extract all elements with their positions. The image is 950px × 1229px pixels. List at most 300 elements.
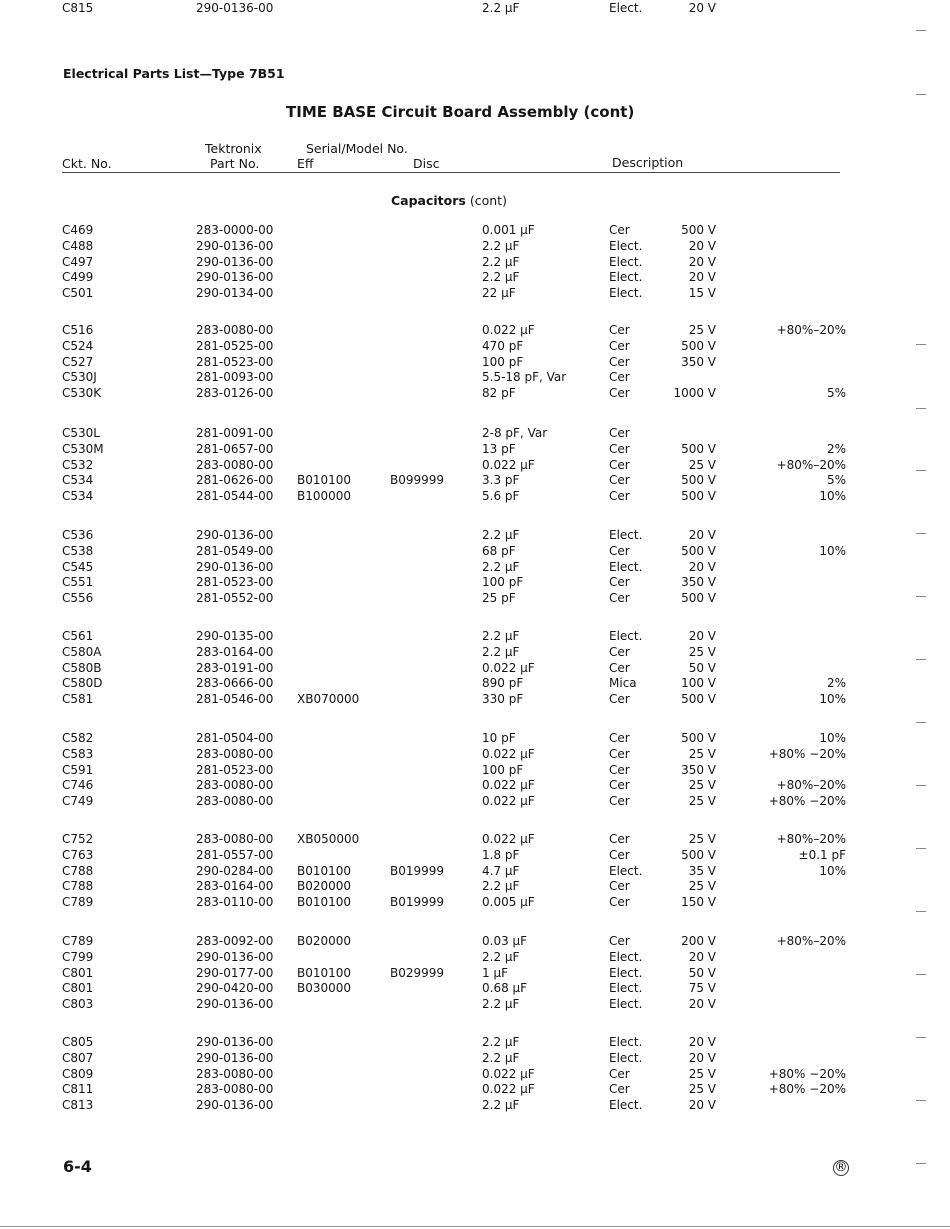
- capacitor-type: Cer: [609, 457, 630, 472]
- ckt-number: C811: [62, 1082, 94, 1097]
- table-row: [0, 660, 950, 676]
- ckt-number: C583: [62, 746, 94, 761]
- table-row: [0, 385, 950, 401]
- table-row: [0, 1066, 950, 1082]
- margin-tick: [916, 408, 926, 409]
- table-row: [0, 222, 950, 238]
- margin-tick: [916, 30, 926, 31]
- voltage-rating: 75 V: [688, 981, 716, 996]
- ckt-number: C545: [62, 559, 94, 574]
- ckt-number: C788: [62, 879, 94, 894]
- margin-tick: [916, 94, 926, 95]
- capacitor-type: Cer: [609, 794, 630, 809]
- ckt-number: C497: [62, 254, 94, 269]
- voltage-rating: 20 V: [688, 559, 716, 574]
- part-number: 281-0093-00: [196, 370, 274, 385]
- serial-disc: B099999: [390, 473, 445, 488]
- part-number: 290-0136-00: [196, 254, 274, 269]
- ckt-number: C591: [62, 762, 94, 777]
- tolerance: +80% −20%: [768, 1066, 846, 1081]
- table-row: [0, 488, 950, 504]
- ckt-number: C538: [62, 543, 94, 558]
- serial-disc: B019999: [390, 895, 445, 910]
- capacitor-type: Cer: [609, 895, 630, 910]
- ckt-number: C530K: [62, 386, 102, 401]
- capacitor-type: Cer: [609, 543, 630, 558]
- capacitor-type: Cer: [609, 591, 630, 606]
- tolerance: 2%: [826, 441, 846, 456]
- margin-tick: [916, 659, 926, 660]
- capacitance-value: 2.2 μF: [482, 644, 520, 659]
- voltage-rating: 20 V: [688, 254, 716, 269]
- tolerance: +80%–20%: [776, 934, 846, 948]
- ckt-number: C501: [62, 286, 94, 301]
- capacitor-type: Cer: [609, 426, 630, 440]
- margin-tick: [916, 1037, 926, 1038]
- capacitance-value: 0.022 μF: [482, 1082, 535, 1097]
- voltage-rating: 50 V: [688, 965, 716, 980]
- ckt-number: C536: [62, 528, 94, 542]
- margin-tick: [916, 533, 926, 534]
- capacitor-type: Elect.: [609, 629, 643, 643]
- voltage-rating: 500 V: [681, 338, 716, 353]
- capacitor-type: Cer: [609, 489, 630, 504]
- col-description-header: Description: [612, 155, 684, 170]
- part-number: 290-0136-00: [196, 270, 274, 285]
- voltage-rating: 20 V: [688, 629, 716, 643]
- ckt-number: C803: [62, 997, 94, 1012]
- table-row: [0, 980, 950, 996]
- registered-mark: ®: [834, 1160, 848, 1175]
- ckt-number: C532: [62, 457, 94, 472]
- tolerance: +80% −20%: [768, 746, 846, 761]
- voltage-rating: 25 V: [688, 457, 716, 472]
- voltage-rating: 20 V: [688, 1, 716, 15]
- capacitance-value: 0.022 μF: [482, 1066, 535, 1081]
- ckt-number: C580D: [62, 676, 103, 691]
- ckt-number: C763: [62, 847, 94, 862]
- part-number: 290-0136-00: [196, 528, 274, 542]
- part-number: 290-0177-00: [196, 965, 274, 980]
- part-number: 281-0544-00: [196, 489, 274, 504]
- header-rule: [62, 172, 840, 173]
- ckt-number: C499: [62, 270, 94, 285]
- capacitor-type: Cer: [609, 692, 630, 707]
- ckt-number: C530M: [62, 441, 104, 456]
- voltage-rating: 200 V: [681, 934, 716, 948]
- table-row: [0, 590, 950, 606]
- voltage-rating: 20 V: [688, 1035, 716, 1049]
- table-row: [0, 878, 950, 894]
- tolerance: +80% −20%: [768, 794, 846, 809]
- part-number: 283-0080-00: [196, 778, 274, 793]
- voltage-rating: 35 V: [688, 863, 716, 878]
- serial-eff: B020000: [297, 934, 352, 948]
- capacitance-value: 5.6 pF: [482, 489, 520, 504]
- voltage-rating: 500 V: [681, 489, 716, 504]
- capacitance-value: 68 pF: [482, 543, 516, 558]
- capacitor-type: Cer: [609, 441, 630, 456]
- table-row: [0, 1081, 950, 1097]
- capacitor-type: Cer: [609, 847, 630, 862]
- margin-tick: [916, 596, 926, 597]
- capacitor-type: Elect.: [609, 270, 643, 285]
- section-heading-suffix: (cont): [469, 193, 507, 208]
- table-row: [0, 0, 950, 16]
- ckt-number: C582: [62, 731, 94, 745]
- capacitance-value: 2.2 μF: [482, 559, 520, 574]
- ckt-number: C752: [62, 832, 94, 846]
- part-number: 283-0080-00: [196, 746, 274, 761]
- voltage-rating: 20 V: [688, 1098, 716, 1113]
- voltage-rating: 500 V: [681, 847, 716, 862]
- section-heading-bold: Capacitors: [391, 193, 466, 208]
- part-number: 290-0136-00: [196, 1050, 274, 1065]
- col-serial-model-header: Serial/Model No.: [306, 141, 408, 156]
- ckt-number: C789: [62, 934, 94, 948]
- table-row: [0, 730, 950, 746]
- table-row: [0, 441, 950, 457]
- part-number: 290-0136-00: [196, 238, 274, 253]
- part-number: 283-0080-00: [196, 794, 274, 809]
- capacitor-type: Elect.: [609, 559, 643, 574]
- table-row: [0, 777, 950, 793]
- table-row: [0, 322, 950, 338]
- ckt-number: C561: [62, 629, 94, 643]
- ckt-number: C580A: [62, 644, 102, 659]
- table-row: [0, 863, 950, 879]
- ckt-number: C580B: [62, 660, 102, 675]
- col-part-no-header: Part No.: [210, 156, 260, 171]
- serial-disc: B029999: [390, 965, 445, 980]
- capacitance-value: 0.68 μF: [482, 981, 528, 996]
- voltage-rating: 25 V: [688, 323, 716, 337]
- ckt-number: C799: [62, 949, 94, 964]
- part-number: 290-0135-00: [196, 629, 274, 643]
- section-heading: [391, 193, 507, 208]
- capacitance-value: 100 pF: [482, 762, 524, 777]
- tolerance: 5%: [826, 386, 846, 401]
- tolerance: ±0.1 pF: [798, 847, 846, 862]
- tolerance: +80%–20%: [776, 778, 846, 793]
- page-title: TIME BASE Circuit Board Assembly (cont): [286, 103, 635, 121]
- table-row: [0, 762, 950, 778]
- table-row: [0, 933, 950, 949]
- table-row: [0, 965, 950, 981]
- capacitor-type: Mica: [609, 676, 637, 691]
- capacitor-type: Elect.: [609, 863, 643, 878]
- capacitor-type: Elect.: [609, 981, 643, 996]
- ckt-number: C581: [62, 692, 94, 707]
- voltage-rating: 20 V: [688, 270, 716, 285]
- serial-eff: B010100: [297, 965, 352, 980]
- capacitor-type: Elect.: [609, 1, 643, 15]
- table-row: [0, 1034, 950, 1050]
- capacitance-value: 2.2 μF: [482, 1098, 520, 1113]
- capacitance-value: 0.005 μF: [482, 895, 535, 910]
- tolerance: +80%–20%: [776, 323, 846, 337]
- tolerance: +80% −20%: [768, 1082, 846, 1097]
- capacitance-value: 2.2 μF: [482, 1050, 520, 1065]
- table-row: [0, 644, 950, 660]
- serial-eff: B100000: [297, 489, 352, 504]
- part-number: 283-0110-00: [196, 895, 274, 910]
- table-row: [0, 675, 950, 691]
- table-row: [0, 543, 950, 559]
- capacitance-value: 2.2 μF: [482, 997, 520, 1012]
- running-header: Electrical Parts List—Type 7B51: [63, 66, 285, 81]
- serial-eff: B010100: [297, 863, 352, 878]
- part-number: 283-0164-00: [196, 879, 274, 894]
- table-row: [0, 354, 950, 370]
- capacitance-value: 2.2 μF: [482, 254, 520, 269]
- part-number: 281-0557-00: [196, 847, 274, 862]
- table-row: [0, 1097, 950, 1113]
- voltage-rating: 500 V: [681, 223, 716, 237]
- page-number: 6-4: [63, 1157, 92, 1176]
- table-row: [0, 457, 950, 473]
- part-number: 290-0136-00: [196, 559, 274, 574]
- ckt-number: C530J: [62, 370, 97, 385]
- table-row: [0, 369, 950, 385]
- table-row: [0, 793, 950, 809]
- voltage-rating: 25 V: [688, 794, 716, 809]
- part-number: 281-0523-00: [196, 762, 274, 777]
- capacitance-value: 2.2 μF: [482, 1035, 520, 1049]
- table-row: [0, 285, 950, 301]
- table-row: [0, 1050, 950, 1066]
- capacitance-value: 100 pF: [482, 354, 524, 369]
- capacitance-value: 100 pF: [482, 575, 524, 590]
- capacitance-value: 0.022 μF: [482, 794, 535, 809]
- capacitor-type: Cer: [609, 1066, 630, 1081]
- capacitance-value: 2.2 μF: [482, 949, 520, 964]
- capacitor-type: Cer: [609, 731, 630, 745]
- ckt-number: C749: [62, 794, 94, 809]
- ckt-number: C809: [62, 1066, 94, 1081]
- capacitance-value: 4.7 μF: [482, 863, 520, 878]
- voltage-rating: 20 V: [688, 238, 716, 253]
- voltage-rating: 150 V: [681, 895, 716, 910]
- voltage-rating: 100 V: [681, 676, 716, 691]
- capacitor-type: Cer: [609, 762, 630, 777]
- ckt-number: C805: [62, 1035, 94, 1049]
- ckt-number: C746: [62, 778, 94, 793]
- capacitor-type: Elect.: [609, 238, 643, 253]
- part-number: 283-0080-00: [196, 1066, 274, 1081]
- capacitor-type: Cer: [609, 778, 630, 793]
- voltage-rating: 25 V: [688, 832, 716, 846]
- capacitance-value: 330 pF: [482, 692, 524, 707]
- margin-tick: [916, 785, 926, 786]
- voltage-rating: 350 V: [681, 762, 716, 777]
- part-number: 283-0080-00: [196, 1082, 274, 1097]
- part-number: 281-0546-00: [196, 692, 274, 707]
- margin-tick: [916, 722, 926, 723]
- tolerance: 5%: [826, 473, 846, 488]
- ckt-number: C815: [62, 1, 94, 15]
- part-number: 281-0552-00: [196, 591, 274, 606]
- part-number: 283-0080-00: [196, 323, 274, 337]
- capacitance-value: 2.2 μF: [482, 879, 520, 894]
- part-number: 283-0191-00: [196, 660, 274, 675]
- capacitor-type: Cer: [609, 473, 630, 488]
- margin-tick: [916, 974, 926, 975]
- capacitance-value: 2.2 μF: [482, 629, 520, 643]
- capacitance-value: 0.001 μF: [482, 223, 535, 237]
- capacitor-type: Elect.: [609, 997, 643, 1012]
- tolerance: 2%: [826, 676, 846, 691]
- ckt-number: C516: [62, 323, 94, 337]
- capacitance-value: 13 pF: [482, 441, 516, 456]
- serial-eff: XB050000: [297, 832, 360, 846]
- capacitance-value: 0.022 μF: [482, 323, 535, 337]
- capacitance-value: 0.03 μF: [482, 934, 528, 948]
- ckt-number: C530L: [62, 426, 100, 440]
- voltage-rating: 50 V: [688, 660, 716, 675]
- capacitance-value: 2.2 μF: [482, 1, 520, 15]
- part-number: 290-0136-00: [196, 1035, 274, 1049]
- table-row: [0, 527, 950, 543]
- margin-tick: [916, 911, 926, 912]
- capacitance-value: 0.022 μF: [482, 660, 535, 675]
- ckt-number: C551: [62, 575, 94, 590]
- part-number: 281-0523-00: [196, 575, 274, 590]
- col-ckt-no-header: Ckt. No.: [62, 156, 112, 171]
- page-bottom-edge: [0, 1226, 950, 1227]
- capacitance-value: 0.022 μF: [482, 778, 535, 793]
- voltage-rating: 500 V: [681, 591, 716, 606]
- capacitor-type: Cer: [609, 323, 630, 337]
- capacitance-value: 2.2 μF: [482, 270, 520, 285]
- capacitor-type: Cer: [609, 386, 630, 401]
- serial-eff: B010100: [297, 473, 352, 488]
- voltage-rating: 500 V: [681, 473, 716, 488]
- table-row: [0, 746, 950, 762]
- capacitor-type: Cer: [609, 338, 630, 353]
- ckt-number: C556: [62, 591, 94, 606]
- capacitance-value: 3.3 pF: [482, 473, 520, 488]
- part-number: 283-0126-00: [196, 386, 274, 401]
- part-number: 281-0504-00: [196, 731, 274, 745]
- capacitor-type: Cer: [609, 1082, 630, 1097]
- part-number: 281-0626-00: [196, 473, 274, 488]
- part-number: 281-0525-00: [196, 338, 274, 353]
- ckt-number: C801: [62, 981, 94, 996]
- table-row: [0, 949, 950, 965]
- table-row: [0, 574, 950, 590]
- capacitance-value: 2.2 μF: [482, 528, 520, 542]
- capacitor-type: Cer: [609, 370, 630, 385]
- tolerance: 10%: [819, 863, 846, 878]
- part-number: 283-0666-00: [196, 676, 274, 691]
- part-number: 283-0080-00: [196, 457, 274, 472]
- capacitance-value: 10 pF: [482, 731, 516, 745]
- ckt-number: C488: [62, 238, 94, 253]
- ckt-number: C524: [62, 338, 94, 353]
- part-number: 283-0164-00: [196, 644, 274, 659]
- capacitance-value: 1.8 pF: [482, 847, 520, 862]
- part-number: 281-0549-00: [196, 543, 274, 558]
- serial-eff: B010100: [297, 895, 352, 910]
- capacitance-value: 0.022 μF: [482, 457, 535, 472]
- voltage-rating: 25 V: [688, 746, 716, 761]
- part-number: 283-0080-00: [196, 832, 274, 846]
- part-number: 290-0136-00: [196, 949, 274, 964]
- table-row: [0, 425, 950, 441]
- capacitor-type: Elect.: [609, 1050, 643, 1065]
- serial-eff: XB070000: [297, 692, 360, 707]
- part-number: 281-0523-00: [196, 354, 274, 369]
- serial-eff: B030000: [297, 981, 352, 996]
- voltage-rating: 500 V: [681, 692, 716, 707]
- ckt-number: C789: [62, 895, 94, 910]
- part-number: 281-0091-00: [196, 426, 274, 440]
- part-number: 281-0657-00: [196, 441, 274, 456]
- voltage-rating: 25 V: [688, 1082, 716, 1097]
- tolerance: 10%: [819, 692, 846, 707]
- voltage-rating: 20 V: [688, 1050, 716, 1065]
- tolerance: +80%–20%: [776, 457, 846, 472]
- serial-disc: B019999: [390, 863, 445, 878]
- table-row: [0, 831, 950, 847]
- ckt-number: C807: [62, 1050, 94, 1065]
- voltage-rating: 500 V: [681, 731, 716, 745]
- voltage-rating: 350 V: [681, 575, 716, 590]
- table-row: [0, 559, 950, 575]
- ckt-number: C534: [62, 473, 94, 488]
- capacitor-type: Elect.: [609, 528, 643, 542]
- tolerance: 10%: [819, 489, 846, 504]
- col-disc-header: Disc: [413, 156, 440, 171]
- tolerance: +80%–20%: [776, 832, 846, 846]
- capacitor-type: Cer: [609, 879, 630, 894]
- ckt-number: C527: [62, 354, 94, 369]
- tolerance: 10%: [819, 731, 846, 745]
- voltage-rating: 15 V: [688, 286, 716, 301]
- capacitance-value: 1 μF: [482, 965, 508, 980]
- capacitor-type: Cer: [609, 660, 630, 675]
- capacitor-type: Elect.: [609, 965, 643, 980]
- capacitor-type: Elect.: [609, 254, 643, 269]
- table-row: [0, 269, 950, 285]
- table-row: [0, 338, 950, 354]
- ckt-number: C813: [62, 1098, 94, 1113]
- voltage-rating: 25 V: [688, 1066, 716, 1081]
- margin-tick: [916, 1163, 926, 1164]
- col-eff-header: Eff: [297, 156, 314, 171]
- capacitor-type: Cer: [609, 575, 630, 590]
- serial-eff: B020000: [297, 879, 352, 894]
- capacitor-type: Elect.: [609, 949, 643, 964]
- table-row: [0, 847, 950, 863]
- capacitance-value: 0.022 μF: [482, 832, 535, 846]
- capacitor-type: Elect.: [609, 286, 643, 301]
- voltage-rating: 500 V: [681, 441, 716, 456]
- voltage-rating: 20 V: [688, 997, 716, 1012]
- ckt-number: C469: [62, 223, 94, 237]
- table-row: [0, 254, 950, 270]
- capacitor-type: Elect.: [609, 1035, 643, 1049]
- voltage-rating: 20 V: [688, 528, 716, 542]
- capacitance-value: 470 pF: [482, 338, 524, 353]
- table-row: [0, 628, 950, 644]
- col-tektronix-label: Tektronix: [205, 141, 262, 156]
- capacitance-value: 5.5-18 pF, Var: [482, 370, 567, 385]
- table-row: [0, 691, 950, 707]
- part-number: 283-0092-00: [196, 934, 274, 948]
- capacitor-type: Cer: [609, 746, 630, 761]
